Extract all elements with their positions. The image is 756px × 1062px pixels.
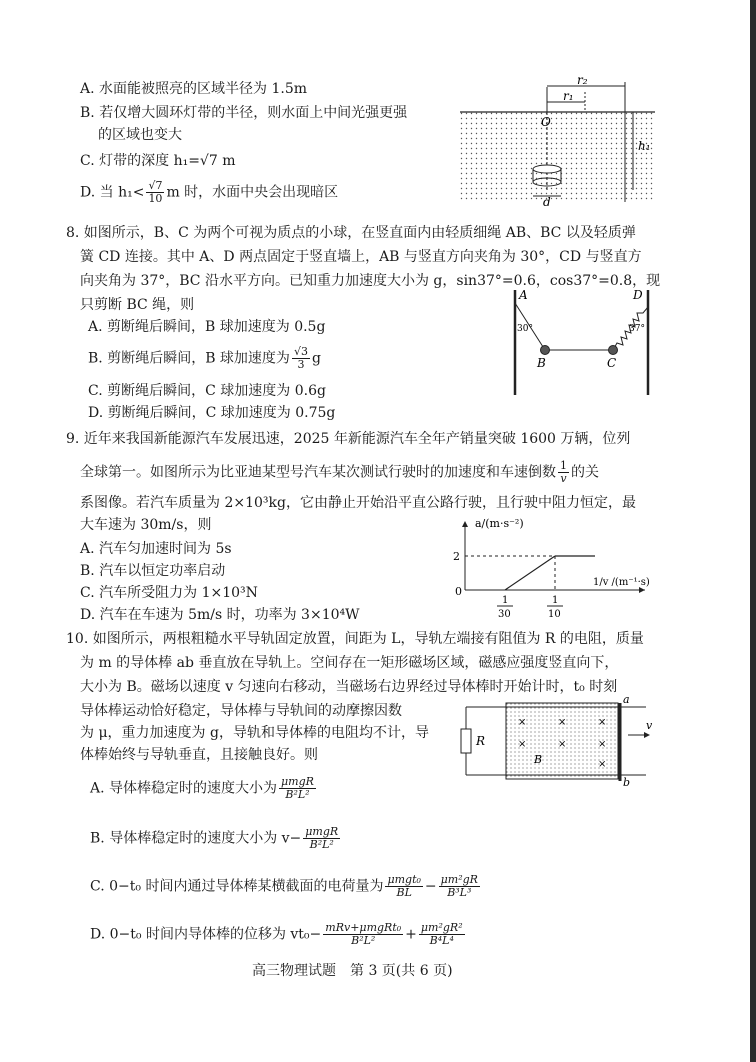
q7-option-c: C. 灯带的深度 h₁=√7 m <box>80 153 236 169</box>
q8-option-c: C. 剪断绳后瞬间，C 球加速度为 0.6g <box>88 383 326 399</box>
water-region <box>460 112 655 202</box>
label-h1: h₁ <box>638 139 651 153</box>
q9-tick-x2-den: 10 <box>548 609 561 620</box>
svg-text:×: × <box>598 759 607 770</box>
label-b: B <box>537 356 546 370</box>
q8-stem-line2: 簧 CD 连接。其中 A、D 两点固定于竖直墙上，AB 与竖直方向夹角为 30°，CD 与竖直方 <box>80 249 642 265</box>
q9-stem-line2: 全球第一。如图所示为比亚迪某型号汽车某次测试行驶时的加速度和车速倒数 $\frac{1}{v}$ 的关 <box>80 459 599 485</box>
label-r1: r₁ <box>563 89 574 103</box>
q10-stem-line4: 导体棒运动恰好稳定，导体棒与导轨间的动摩擦因数 <box>80 703 402 719</box>
q8-option-a: A. 剪断绳后瞬间，B 球加速度为 0.5g <box>88 319 326 335</box>
q10-stem-line3: 大小为 B。磁场以速度 v 匀速向右移动，当磁场右边界经过导体棒时开始计时，t₀ 时刻 <box>80 679 618 695</box>
q8-balls-figure <box>505 285 655 400</box>
q10-option-b: B. 导体棒稳定时的速度大小为 v− $\frac{\text{μmgR}}{\text{B²L²}}$ <box>90 825 339 851</box>
q9-tick-y2: 2 <box>453 550 460 563</box>
svg-text:×: × <box>598 739 607 750</box>
q10-stem-line6: 体棒始终与导轨垂直，且接触良好。则 <box>80 747 318 763</box>
q9-option-b: B. 汽车以恒定功率启动 <box>80 563 226 579</box>
q9-option-d: D. 汽车在车速为 5m/s 时，功率为 3×10⁴W <box>80 607 360 623</box>
label-o: O <box>541 115 551 129</box>
q9-tick-x2-num: 1 <box>552 595 559 606</box>
label-angle-37: 37° <box>629 324 645 334</box>
q10-stem-line5: 为 μ，重力加速度为 g，导轨和导体棒的电阻均不计，导 <box>80 725 429 741</box>
q9-stem-line3: 系图像。若汽车质量为 2×10³kg，它由静止开始沿平直公路行驶，且行驶中阻力恒定，最 <box>80 495 636 511</box>
resistor <box>461 729 471 753</box>
q7-option-b-line1: B. 若仅增大圆环灯带的半径，则水面上中间光强更强 <box>80 105 408 121</box>
label-angle-30: 30° <box>517 324 533 334</box>
q9-a-vs-inv-v-graph <box>445 515 660 620</box>
q7-option-d: D. 当 h₁< $\frac{√7}{10}$ m 时，水面中央会出现暗区 <box>80 179 339 205</box>
q8-option-d: D. 剪断绳后瞬间，C 球加速度为 0.75g <box>88 405 336 421</box>
label-b: b <box>623 776 631 787</box>
label-d: d <box>543 195 551 207</box>
q10-rail-figure <box>458 695 658 787</box>
label-r: R <box>476 734 486 748</box>
q7-option-a: A. 水面能被照亮的区域半径为 1.5m <box>80 81 308 97</box>
svg-text:×: × <box>558 739 567 750</box>
svg-text:×: × <box>518 739 527 750</box>
q9-stem-line1: 9. 近年来我国新能源汽车发展迅速，2025 年新能源汽车全年产销量突破 1600 万辆，位列 <box>66 431 631 447</box>
q9-option-c: C. 汽车所受阻力为 1×10³N <box>80 585 258 601</box>
q8-option-b: B. 剪断绳后瞬间，B 球加速度为 $\frac{√3}{3}$ g <box>88 345 321 371</box>
q8-stem-line1: 8. 如图所示，B、C 为两个可视为质点的小球，在竖直面内由轻质细绳 AB、BC 以及轻质弹 <box>66 225 636 241</box>
label-field-b: B <box>534 753 543 766</box>
label-a: A <box>519 288 528 302</box>
q7-water-figure <box>455 72 660 207</box>
q9-ylabel: a/(m·s⁻²) <box>475 517 524 530</box>
label-v: v <box>646 719 653 732</box>
page-footer: 高三物理试题 第 3 页(共 6 页) <box>252 963 453 979</box>
label-c: C <box>607 356 617 370</box>
scan-edge <box>750 0 756 1062</box>
q9-tick-x1-num: 1 <box>502 595 509 606</box>
q10-stem-line2: 为 m 的导体棒 ab 垂直放在导轨上。空间存在一矩形磁场区域，磁感应强度竖直向下， <box>80 655 619 671</box>
q8-stem-line3: 向夹角为 37°，BC 沿水平方向。已知重力加速度大小为 g，sin37°=0.6，cos37°=0.8，现 <box>80 273 661 289</box>
label-r2: r₂ <box>577 73 588 87</box>
svg-text:×: × <box>598 717 607 728</box>
q10-option-a: A. 导体棒稳定时的速度大小为 $\frac{\text{μmgR}}{\text{B²L²}}$ <box>90 775 314 801</box>
q9-slope-segment <box>505 556 555 590</box>
q8-stem-line4: 只剪断 BC 绳，则 <box>80 297 195 313</box>
q7-option-b-line2: 的区域也变大 <box>98 127 182 143</box>
label-a: a <box>623 695 630 706</box>
q10-option-c: C. 0−t₀ 时间内通过导体棒某横截面的电荷量为 $\frac{\text{μmgt₀}}{BL}$ − $\frac{\text{μm²gR}}{\text{B³L³}}$ <box>90 873 478 899</box>
q10-option-d: D. 0−t₀ 时间内导体棒的位移为 vt₀− $\frac{\text{mRv+μmgRt₀}}{\text{B²L²}}$ + $\frac{\text{μm²gR²}}{\text{B⁴L⁴}}$ <box>90 921 463 947</box>
q9-xlabel: 1/v /(m⁻¹·s) <box>593 577 650 588</box>
q9-stem-line4: 大车速为 30m/s，则 <box>80 517 212 533</box>
q9-option-a: A. 汽车匀加速时间为 5s <box>80 541 232 557</box>
svg-text:×: × <box>518 717 527 728</box>
svg-text:×: × <box>558 717 567 728</box>
q10-stem-line1: 10. 如图所示，两根粗糙水平导轨固定放置，间距为 L，导轨左端接有阻值为 R 的电阻，质量 <box>66 631 644 647</box>
q9-tick-x1-den: 30 <box>498 609 511 620</box>
label-d: D <box>633 288 643 302</box>
q9-origin: 0 <box>455 585 462 598</box>
